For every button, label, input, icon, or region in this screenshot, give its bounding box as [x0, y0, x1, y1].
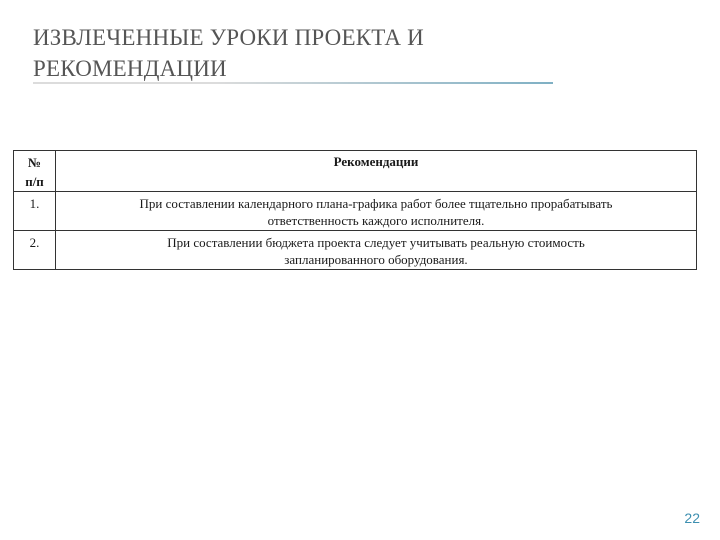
slide-title-line-1: ИЗВЛЕЧЕННЫЕ УРОКИ ПРОЕКТА И [33, 25, 424, 50]
row-number-cell: 2. [14, 231, 56, 270]
table-header-row [14, 151, 697, 192]
recommendations-table [13, 150, 697, 270]
recommendation-line-2: ответственность каждого исполнителя. [267, 213, 485, 228]
slide-title [33, 22, 593, 84]
recommendation-cell [56, 192, 697, 231]
table-row [14, 231, 697, 270]
table-row [14, 192, 697, 231]
row-number-cell: 1. [14, 192, 56, 231]
header-number-cell [14, 151, 56, 192]
header-number-symbol: № [27, 155, 42, 170]
recommendation-line-1: При составлении календарного плана-графика работ более тщательно прорабатывать [139, 196, 613, 211]
recommendation-line-2: запланированного оборудования. [284, 252, 468, 267]
header-number-label: п/п [25, 174, 44, 189]
page-number: 22 [684, 510, 700, 526]
title-divider [33, 82, 553, 84]
recommendation-cell [56, 231, 697, 270]
slide-title-line-2: РЕКОМЕНДАЦИИ [33, 56, 227, 81]
recommendation-line-1: При составлении бюджета проекта следует учитывать реальную стоимость [167, 235, 585, 250]
header-recommendations-cell: Рекомендации [56, 151, 697, 192]
